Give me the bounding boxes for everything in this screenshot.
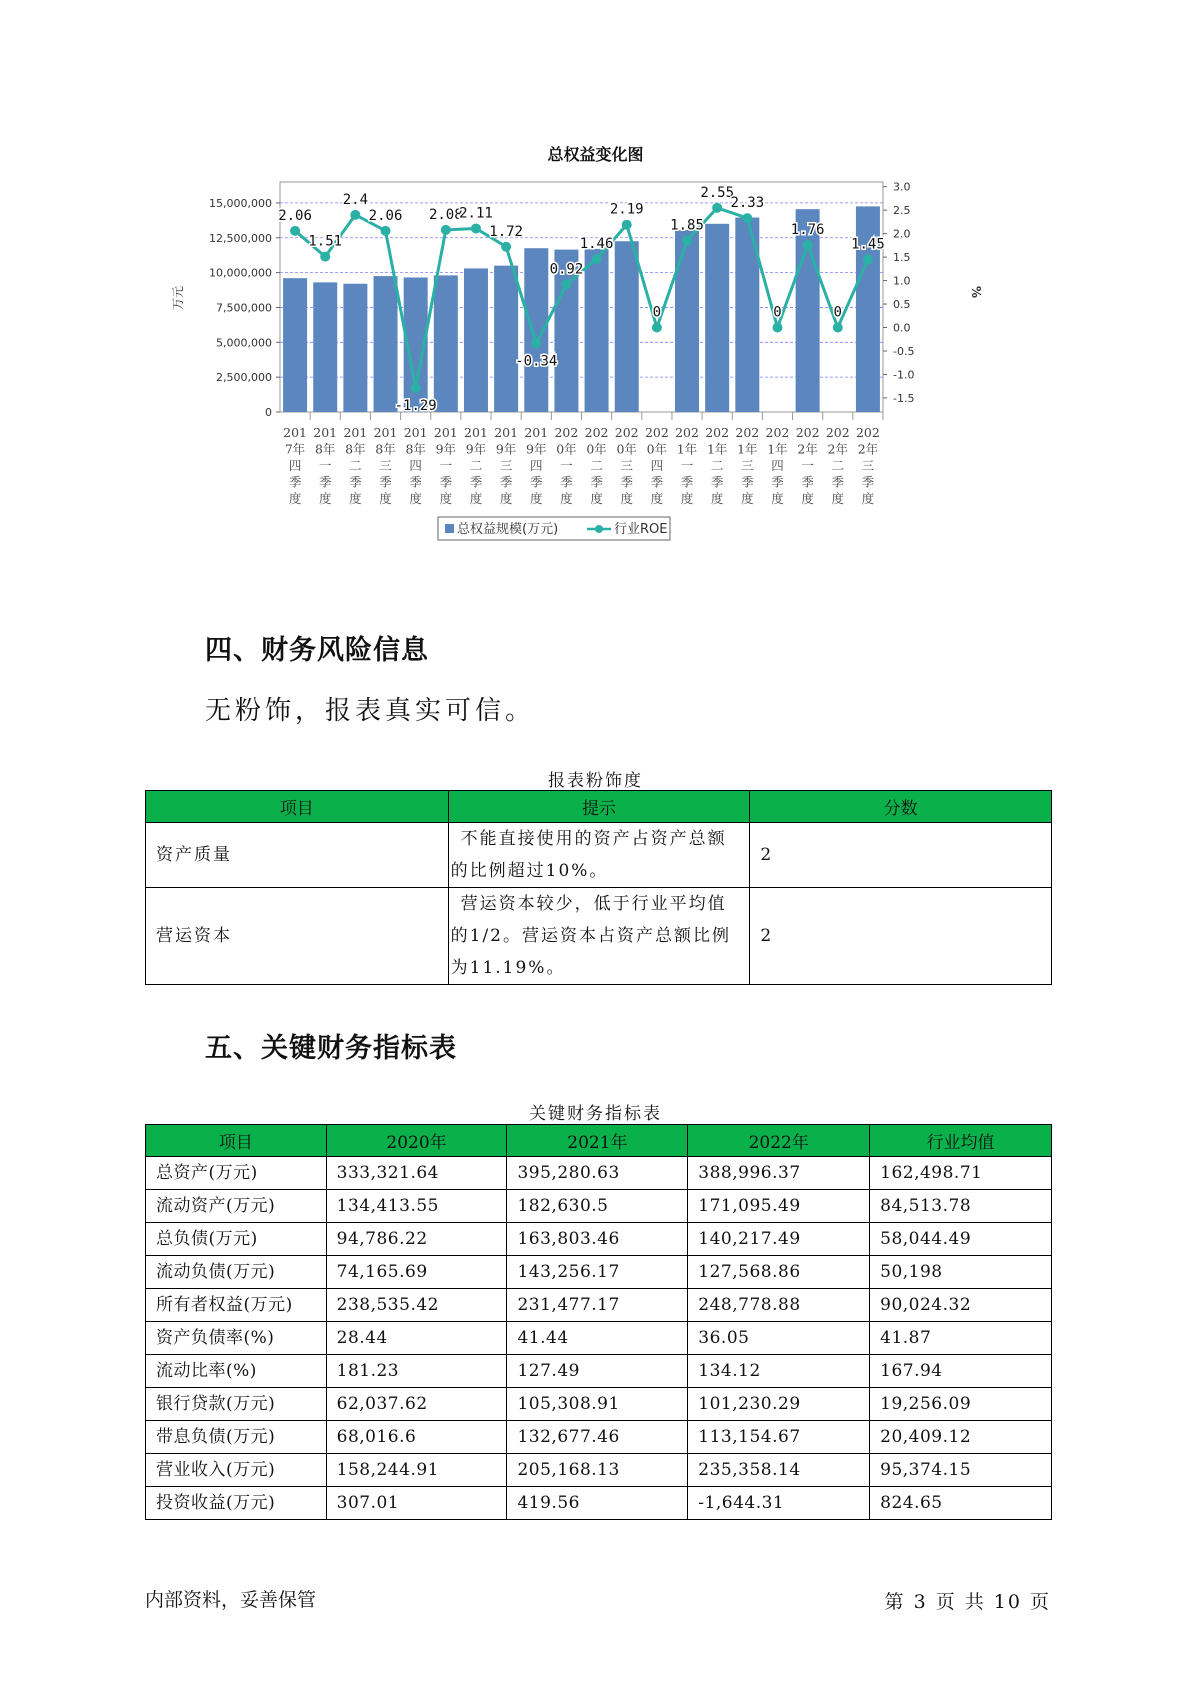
y2-axis-title: % [969, 285, 983, 299]
x-tick-label: 8年 [375, 441, 396, 457]
cell: 167.94 [870, 1355, 1052, 1388]
bar [585, 249, 609, 412]
x-tick-label: 201 [313, 425, 338, 440]
header-cell: 项目 [146, 1125, 327, 1157]
x-tick-label: 2年 [857, 441, 879, 457]
cell: 银行贷款(万元) [146, 1388, 327, 1421]
bar [313, 282, 337, 412]
x-tick-label: 8年 [314, 441, 336, 457]
cell: 94,786.22 [326, 1223, 507, 1256]
y-tick-label: 2,500,000 [216, 371, 272, 385]
x-tick-label: 度 [801, 491, 814, 506]
roe-point [531, 338, 541, 348]
x-tick-label: 7年 [284, 441, 306, 457]
score-cell: 2 [750, 888, 1052, 985]
x-tick-label: 202 [735, 425, 760, 440]
roe-point [622, 220, 632, 230]
cell: 127,568.86 [688, 1256, 870, 1289]
risk-table-caption: 报表粉饰度 [548, 771, 643, 791]
roe-point [652, 323, 662, 333]
x-tick-label: 季 [590, 474, 603, 490]
cell: 营业收入(万元) [146, 1454, 327, 1487]
y-tick-label: 0 [265, 406, 272, 419]
x-tick-label: 一 [439, 458, 453, 473]
x-tick-label: 8年 [405, 441, 426, 457]
cell: 158,244.91 [326, 1454, 507, 1487]
x-tick-label: 0年 [556, 441, 577, 457]
cell: 36.05 [688, 1322, 870, 1355]
cell: 投资收益(万元) [146, 1487, 327, 1520]
cell: 134.12 [688, 1355, 870, 1388]
table-row [146, 1355, 1052, 1388]
x-tick-label: 度 [771, 491, 784, 506]
x-tick-label: 季 [349, 474, 362, 490]
x-tick-label: 201 [373, 425, 398, 440]
y2-tick-label: 1.0 [893, 274, 911, 288]
x-tick-label: 季 [530, 474, 543, 490]
cell: 181.23 [326, 1355, 507, 1388]
roe-data-label: 1.51 [308, 233, 343, 250]
cell: 62,037.62 [326, 1388, 507, 1421]
x-tick-label: 度 [499, 491, 513, 506]
roe-data-label: 2.06 [368, 207, 403, 224]
x-tick-label: 202 [614, 425, 639, 440]
y-tick-label: 12,500,000 [209, 231, 272, 245]
cell: 182,630.5 [507, 1190, 688, 1223]
x-tick-label: 9年 [465, 441, 487, 457]
x-tick-label: 季 [831, 474, 845, 490]
x-tick-label: 202 [825, 425, 850, 440]
x-tick-label: 202 [795, 425, 820, 440]
x-tick-label: 1年 [706, 441, 728, 457]
x-tick-label: 202 [644, 425, 669, 440]
cell: 74,165.69 [326, 1256, 507, 1289]
y2-tick-label: 3.0 [893, 180, 911, 194]
legend-bar-swatch [445, 524, 454, 533]
table-row [146, 1223, 1052, 1256]
x-tick-label: 季 [439, 474, 453, 490]
roe-data-label: 2.55 [700, 184, 735, 201]
y2-tick-label: -0.5 [893, 344, 915, 358]
x-tick-label: 2年 [797, 441, 818, 457]
x-tick-label: 一 [318, 458, 332, 473]
x-tick-label: 一 [801, 458, 814, 473]
cell: 235,358.14 [688, 1454, 870, 1487]
table-row [146, 1256, 1052, 1289]
roe-point [320, 252, 330, 262]
x-tick-label: 201 [283, 425, 308, 440]
header-cell: 2021年 [507, 1125, 688, 1157]
risk-table [145, 790, 1052, 985]
footer-confidential: 内部资料，妥善保管 [145, 1589, 317, 1611]
x-tick-label: 201 [343, 425, 368, 440]
x-tick-label: 三 [741, 458, 754, 473]
cell: 132,677.46 [507, 1421, 688, 1454]
x-tick-label: 201 [403, 425, 428, 440]
x-tick-label: 9年 [495, 441, 517, 457]
roe-point [682, 236, 692, 246]
cell: 总负债(万元) [146, 1223, 327, 1256]
cell: 248,778.88 [688, 1289, 870, 1322]
cell: 84,513.78 [870, 1190, 1052, 1223]
hint-cell: 不能直接使用的资产占资产总额的比例超过10%。 [448, 823, 750, 888]
x-tick-label: 1年 [737, 441, 758, 457]
y2-tick-label: -1.0 [893, 368, 915, 382]
roe-point [290, 226, 300, 236]
cell: 总资产(万元) [146, 1157, 327, 1190]
x-tick-label: 四 [650, 458, 664, 473]
cell: 388,996.37 [688, 1157, 870, 1190]
x-tick-label: 度 [741, 491, 754, 506]
cell: 127.49 [507, 1355, 688, 1388]
cell: 流动资产(万元) [146, 1190, 327, 1223]
header-cell: 提示 [448, 791, 750, 823]
cell: 流动比率(%) [146, 1355, 327, 1388]
cell: 95,374.15 [870, 1454, 1052, 1487]
roe-data-label: 1.45 [851, 236, 885, 253]
cell: 19,256.09 [870, 1388, 1052, 1421]
roe-point [501, 242, 511, 252]
risk-summary-text: 无粉饰，报表真实可信。 [205, 696, 536, 726]
header-cell: 项目 [146, 791, 449, 823]
bar [705, 224, 729, 412]
x-tick-label: 季 [710, 474, 724, 490]
y-tick-label: 7,500,000 [216, 301, 272, 315]
bar [675, 230, 699, 412]
x-tick-label: 201 [524, 425, 549, 440]
roe-data-label: 2.19 [609, 201, 644, 218]
x-tick-label: 0年 [586, 441, 607, 457]
y-axis-title: 万元 [171, 285, 185, 311]
x-tick-label: 季 [318, 474, 332, 490]
table-row [146, 1157, 1052, 1190]
cell: 68,016.6 [326, 1421, 507, 1454]
x-tick-label: 度 [469, 491, 483, 506]
x-tick-label: 0年 [646, 441, 668, 457]
x-tick-label: 四 [771, 458, 784, 473]
bar [283, 278, 307, 412]
x-tick-label: 201 [494, 425, 519, 440]
roe-point [350, 210, 360, 220]
score-cell: 2 [750, 823, 1052, 888]
roe-data-label: 0 [773, 304, 782, 321]
y2-tick-label: 0.0 [893, 321, 911, 335]
cell: 143,256.17 [507, 1256, 688, 1289]
roe-data-label: 0.92 [549, 261, 584, 278]
x-tick-label: 9年 [526, 441, 547, 457]
roe-data-label: 2.11 [459, 205, 493, 222]
x-tick-label: 1年 [767, 441, 788, 457]
roe-data-label: 0 [652, 304, 662, 321]
roe-point [381, 226, 391, 236]
x-tick-label: 季 [620, 474, 633, 490]
cell: 205,168.13 [507, 1454, 688, 1487]
bar [343, 284, 367, 412]
cell: 171,095.49 [688, 1190, 870, 1223]
cell: 333,321.64 [326, 1157, 507, 1190]
x-tick-label: 季 [288, 474, 302, 490]
cell: 41.87 [870, 1322, 1052, 1355]
roe-point [592, 254, 602, 264]
x-tick-label: 季 [801, 474, 814, 490]
header-cell: 行业均值 [870, 1125, 1052, 1157]
x-tick-label: 季 [861, 474, 875, 490]
kpi-table-header [146, 1125, 1052, 1157]
cell: 20,409.12 [870, 1421, 1052, 1454]
x-tick-label: 202 [855, 425, 880, 440]
x-tick-label: 度 [680, 491, 694, 506]
y-tick-label: 10,000,000 [209, 266, 272, 280]
cell: 231,477.17 [507, 1289, 688, 1322]
table-row [146, 1454, 1052, 1487]
cell: 资产负债率(%) [146, 1322, 327, 1355]
roe-point [863, 254, 873, 264]
roe-point [561, 279, 571, 289]
x-tick-label: 度 [530, 491, 543, 506]
x-tick-label: 三 [499, 458, 513, 473]
roe-data-label: 2.4 [342, 191, 369, 208]
x-tick-label: 四 [288, 458, 302, 473]
header-cell: 分数 [750, 791, 1052, 823]
cell: 163,803.46 [507, 1223, 688, 1256]
roe-data-label: 1.85 [670, 217, 704, 234]
header-cell: 2022年 [688, 1125, 870, 1157]
x-tick-label: 四 [530, 458, 543, 473]
x-tick-label: 201 [464, 425, 488, 440]
roe-data-label: 2.06 [278, 207, 312, 224]
table-row [146, 1388, 1052, 1421]
roe-point [712, 203, 722, 213]
y2-tick-label: 1.5 [893, 251, 911, 265]
cell: 带息负债(万元) [146, 1421, 327, 1454]
roe-point [803, 240, 813, 250]
table-row [146, 1190, 1052, 1223]
roe-point [772, 323, 782, 333]
x-tick-label: 四 [409, 458, 422, 473]
x-tick-label: 季 [680, 474, 694, 490]
y-tick-label: 15,000,000 [209, 196, 272, 210]
x-tick-label: 度 [560, 491, 573, 506]
x-tick-label: 度 [861, 491, 875, 506]
roe-data-label: 1.72 [489, 223, 523, 240]
x-tick-label: 季 [379, 474, 392, 490]
table-row [146, 823, 1052, 888]
section-4-heading: 四、财务风险信息 [205, 635, 429, 666]
x-tick-label: 度 [288, 491, 302, 506]
footer-page-number: 第 3 页 共 10 页 [884, 1591, 1051, 1613]
bar [796, 209, 820, 412]
section-5-heading: 五、关键财务指标表 [205, 1033, 457, 1064]
x-tick-label: 季 [741, 474, 754, 490]
cell: 101,230.29 [688, 1388, 870, 1421]
x-tick-label: 0年 [616, 441, 637, 457]
x-tick-label: 二 [590, 458, 603, 473]
cell: 140,217.49 [688, 1223, 870, 1256]
roe-data-label: 2.33 [730, 195, 765, 212]
x-tick-label: 二 [349, 458, 362, 473]
x-tick-label: 202 [705, 425, 730, 440]
x-tick-label: 度 [379, 491, 392, 506]
x-tick-label: 度 [710, 491, 724, 506]
cell: 113,154.67 [688, 1421, 870, 1454]
cell: 824.65 [870, 1487, 1052, 1520]
x-tick-label: 三 [861, 458, 875, 473]
y2-tick-label: 0.5 [893, 298, 911, 312]
table-row [146, 1289, 1052, 1322]
legend-line-marker [595, 525, 603, 533]
x-tick-label: 度 [831, 491, 845, 506]
table-row [146, 1322, 1052, 1355]
x-tick-label: 202 [765, 425, 790, 440]
x-tick-label: 202 [675, 425, 699, 440]
x-tick-label: 度 [439, 491, 453, 506]
y-tick-label: 5,000,000 [216, 336, 272, 350]
cell: 28.44 [326, 1322, 507, 1355]
x-tick-label: 度 [620, 491, 633, 506]
legend-line-label: 行业ROE [614, 522, 668, 537]
cell: 所有者权益(万元) [146, 1289, 327, 1322]
x-tick-label: 度 [650, 491, 664, 506]
chart-title: 总权益变化图 [547, 145, 644, 164]
x-tick-label: 季 [469, 474, 483, 490]
equity-chart [160, 170, 1020, 600]
roe-data-label: 1.76 [790, 221, 825, 238]
roe-data-label: -1.29 [394, 398, 437, 415]
x-tick-label: 度 [590, 491, 603, 506]
table-row [146, 1487, 1052, 1520]
bar [464, 268, 488, 412]
kpi-table [145, 1124, 1052, 1520]
x-tick-label: 度 [349, 491, 362, 506]
x-tick-label: 度 [318, 491, 332, 506]
x-tick-label: 季 [560, 474, 573, 490]
x-tick-label: 二 [469, 458, 483, 473]
hint-cell: 营运资本较少，低于行业平均值的1/2。营运资本占资产总额比例为11.19%。 [448, 888, 750, 985]
cell: 90,024.32 [870, 1289, 1052, 1322]
roe-point [411, 383, 421, 393]
cell: 41.44 [507, 1322, 688, 1355]
roe-point [833, 323, 843, 333]
x-tick-label: 度 [409, 491, 422, 506]
cell: 419.56 [507, 1487, 688, 1520]
bar [615, 241, 639, 412]
risk-table-header [146, 791, 1052, 823]
item-cell: 资产质量 [146, 823, 449, 888]
x-tick-label: 9年 [435, 441, 457, 457]
y2-tick-label: 2.5 [893, 204, 911, 218]
x-tick-label: 季 [650, 474, 664, 490]
x-tick-label: 201 [433, 425, 458, 440]
header-cell: 2020年 [326, 1125, 507, 1157]
x-tick-label: 二 [831, 458, 845, 473]
x-tick-label: 2年 [827, 441, 849, 457]
roe-data-label: 1.46 [579, 235, 614, 252]
bar [374, 276, 398, 412]
x-tick-label: 二 [710, 458, 724, 473]
roe-point [742, 213, 752, 223]
cell: 58,044.49 [870, 1223, 1052, 1256]
x-tick-label: 一 [680, 458, 694, 473]
bar [434, 275, 458, 412]
cell: 162,498.71 [870, 1157, 1052, 1190]
cell: 134,413.55 [326, 1190, 507, 1223]
roe-data-label: 2.08 [428, 206, 463, 223]
x-tick-label: 季 [771, 474, 784, 490]
y2-tick-label: -1.5 [893, 391, 915, 405]
cell: 流动负债(万元) [146, 1256, 327, 1289]
legend-bar-label: 总权益规模(万元) [457, 522, 559, 537]
x-tick-label: 202 [554, 425, 579, 440]
table-row [146, 888, 1052, 985]
x-tick-label: 三 [620, 458, 633, 473]
cell: 105,308.91 [507, 1388, 688, 1421]
table-row [146, 1421, 1052, 1454]
x-tick-label: 三 [379, 458, 392, 473]
item-cell: 营运资本 [146, 888, 449, 985]
roe-point [471, 223, 481, 233]
y2-tick-label: 2.0 [893, 227, 911, 241]
roe-data-label: 0 [833, 304, 842, 321]
cell: 395,280.63 [507, 1157, 688, 1190]
kpi-table-caption: 关键财务指标表 [529, 1104, 662, 1124]
roe-point [441, 225, 451, 235]
x-tick-label: 1年 [676, 441, 698, 457]
roe-data-label: -0.34 [515, 353, 558, 370]
cell: -1,644.31 [688, 1487, 870, 1520]
cell: 50,198 [870, 1256, 1052, 1289]
bar [494, 266, 518, 412]
cell: 307.01 [326, 1487, 507, 1520]
x-tick-label: 季 [499, 474, 513, 490]
cell: 238,535.42 [326, 1289, 507, 1322]
x-tick-label: 季 [409, 474, 422, 490]
x-tick-label: 202 [584, 425, 609, 440]
x-tick-label: 8年 [345, 441, 366, 457]
x-tick-label: 一 [560, 458, 573, 473]
